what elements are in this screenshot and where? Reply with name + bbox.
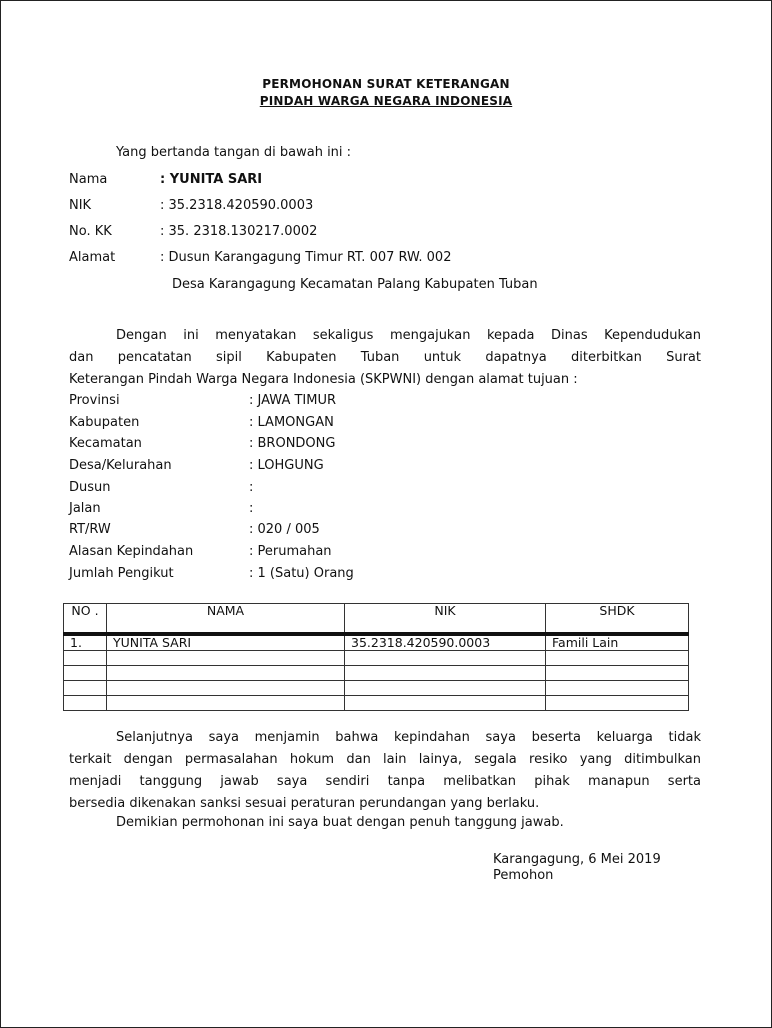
table-row: [64, 651, 689, 666]
table-cell-nik: [345, 651, 546, 666]
table-cell-shdk: [546, 651, 689, 666]
table-cell-nama: [107, 696, 345, 711]
statement-line-3: Keterangan Pindah Warga Negara Indonesia (SKPWNI) dengan alamat tujuan :: [69, 372, 578, 387]
table-cell-shdk: [546, 681, 689, 696]
closing-final: Demikian permohonan ini saya buat dengan penuh tanggung jawab.: [116, 815, 564, 830]
dest-desa-value: : LOHGUNG: [249, 458, 324, 473]
applicant-nik-value: : 35.2318.420590.0003: [160, 198, 314, 213]
applicant-address-continued: Desa Karangagung Kecamatan Palang Kabupaten Tuban: [172, 277, 538, 292]
table-cell-shdk: [546, 666, 689, 681]
table-header-row: [64, 604, 689, 635]
table-cell-nik: [345, 681, 546, 696]
statement-line-1: Dengan ini menyatakan sekaligus mengajukan kepada Dinas Kependudukan: [116, 328, 701, 343]
table-cell-nama: YUNITA SARI: [107, 634, 345, 651]
dest-dusun-label: Dusun: [69, 480, 111, 495]
applicant-kk-label: No. KK: [69, 224, 112, 239]
table-cell-shdk: [546, 696, 689, 711]
closing-line-3: menjadi tanggung jawab saya sendiri tanpa melibatkan pihak manapun serta: [69, 774, 701, 789]
table-row: [64, 634, 689, 651]
table-cell-nama: [107, 666, 345, 681]
applicant-address-label: Alamat: [69, 250, 116, 265]
closing-line-1: Selanjutnya saya menjamin bahwa kepindahan saya beserta keluarga tidak: [116, 730, 701, 745]
applicant-name-label: Nama: [69, 172, 108, 187]
dest-pengikut-value: : 1 (Satu) Orang: [249, 566, 354, 581]
statement-line-2: dan pencatatan sipil Kabupaten Tuban untuk dapatnya diterbitkan Surat: [69, 350, 701, 365]
table-row: [64, 696, 689, 711]
dest-jalan-value: :: [249, 501, 254, 516]
table-cell-nik: [345, 666, 546, 681]
table-cell-nama: [107, 681, 345, 696]
applicant-address-value: : Dusun Karangagung Timur RT. 007 RW. 002: [160, 250, 452, 265]
dest-dusun-value: :: [249, 480, 254, 495]
table-cell-nik: 35.2318.420590.0003: [345, 634, 546, 651]
table-cell-no: [64, 681, 107, 696]
table-cell-no: [64, 666, 107, 681]
dest-desa-label: Desa/Kelurahan: [69, 458, 172, 473]
table-cell-nik: [345, 696, 546, 711]
closing-line-2: terkait dengan permasalahan hokum dan lain lainya, segala resiko yang ditimbulkan: [69, 752, 701, 767]
signature-role: Pemohon: [493, 868, 554, 883]
table-cell-shdk: Famili Lain: [546, 634, 689, 651]
table-cell-no: [64, 651, 107, 666]
closing-line-4: bersedia dikenakan sanksi sesuai peraturan perundangan yang berlaku.: [69, 796, 540, 811]
document-title-line1: PERMOHONAN SURAT KETERANGAN: [262, 77, 510, 91]
document-title-line2: PINDAH WARGA NEGARA INDONESIA: [259, 94, 513, 108]
table-header-nik: NIK: [345, 604, 546, 635]
dest-provinsi-value: : JAWA TIMUR: [249, 393, 337, 408]
table-header-shdk: SHDK: [546, 604, 689, 635]
dest-provinsi-label: Provinsi: [69, 393, 120, 408]
dest-alasan-value: : Perumahan: [249, 544, 332, 559]
table-row: [64, 681, 689, 696]
applicant-kk-value: : 35. 2318.130217.0002: [160, 224, 318, 239]
dest-alasan-label: Alasan Kepindahan: [69, 544, 194, 559]
family-members-table: [63, 603, 689, 711]
dest-jalan-label: Jalan: [69, 501, 101, 516]
dest-kabupaten-label: Kabupaten: [69, 415, 140, 430]
signature-place-date: Karangagung, 6 Mei 2019: [493, 852, 661, 867]
dest-kecamatan-value: : BRONDONG: [249, 436, 336, 451]
table-cell-no: 1.: [64, 634, 107, 651]
applicant-nik-label: NIK: [69, 198, 92, 213]
applicant-name-value: : YUNITA SARI: [160, 172, 263, 187]
table-header-no: NO .: [64, 604, 107, 635]
table-header-nama: NAMA: [107, 604, 345, 635]
dest-rtrw-label: RT/RW: [69, 522, 111, 537]
intro-text: Yang bertanda tangan di bawah ini :: [116, 145, 352, 160]
dest-pengikut-label: Jumlah Pengikut: [69, 566, 174, 581]
dest-kecamatan-label: Kecamatan: [69, 436, 142, 451]
table-cell-nama: [107, 651, 345, 666]
dest-kabupaten-value: : LAMONGAN: [249, 415, 334, 430]
table-cell-no: [64, 696, 107, 711]
dest-rtrw-value: : 020 / 005: [249, 522, 320, 537]
table-row: [64, 666, 689, 681]
